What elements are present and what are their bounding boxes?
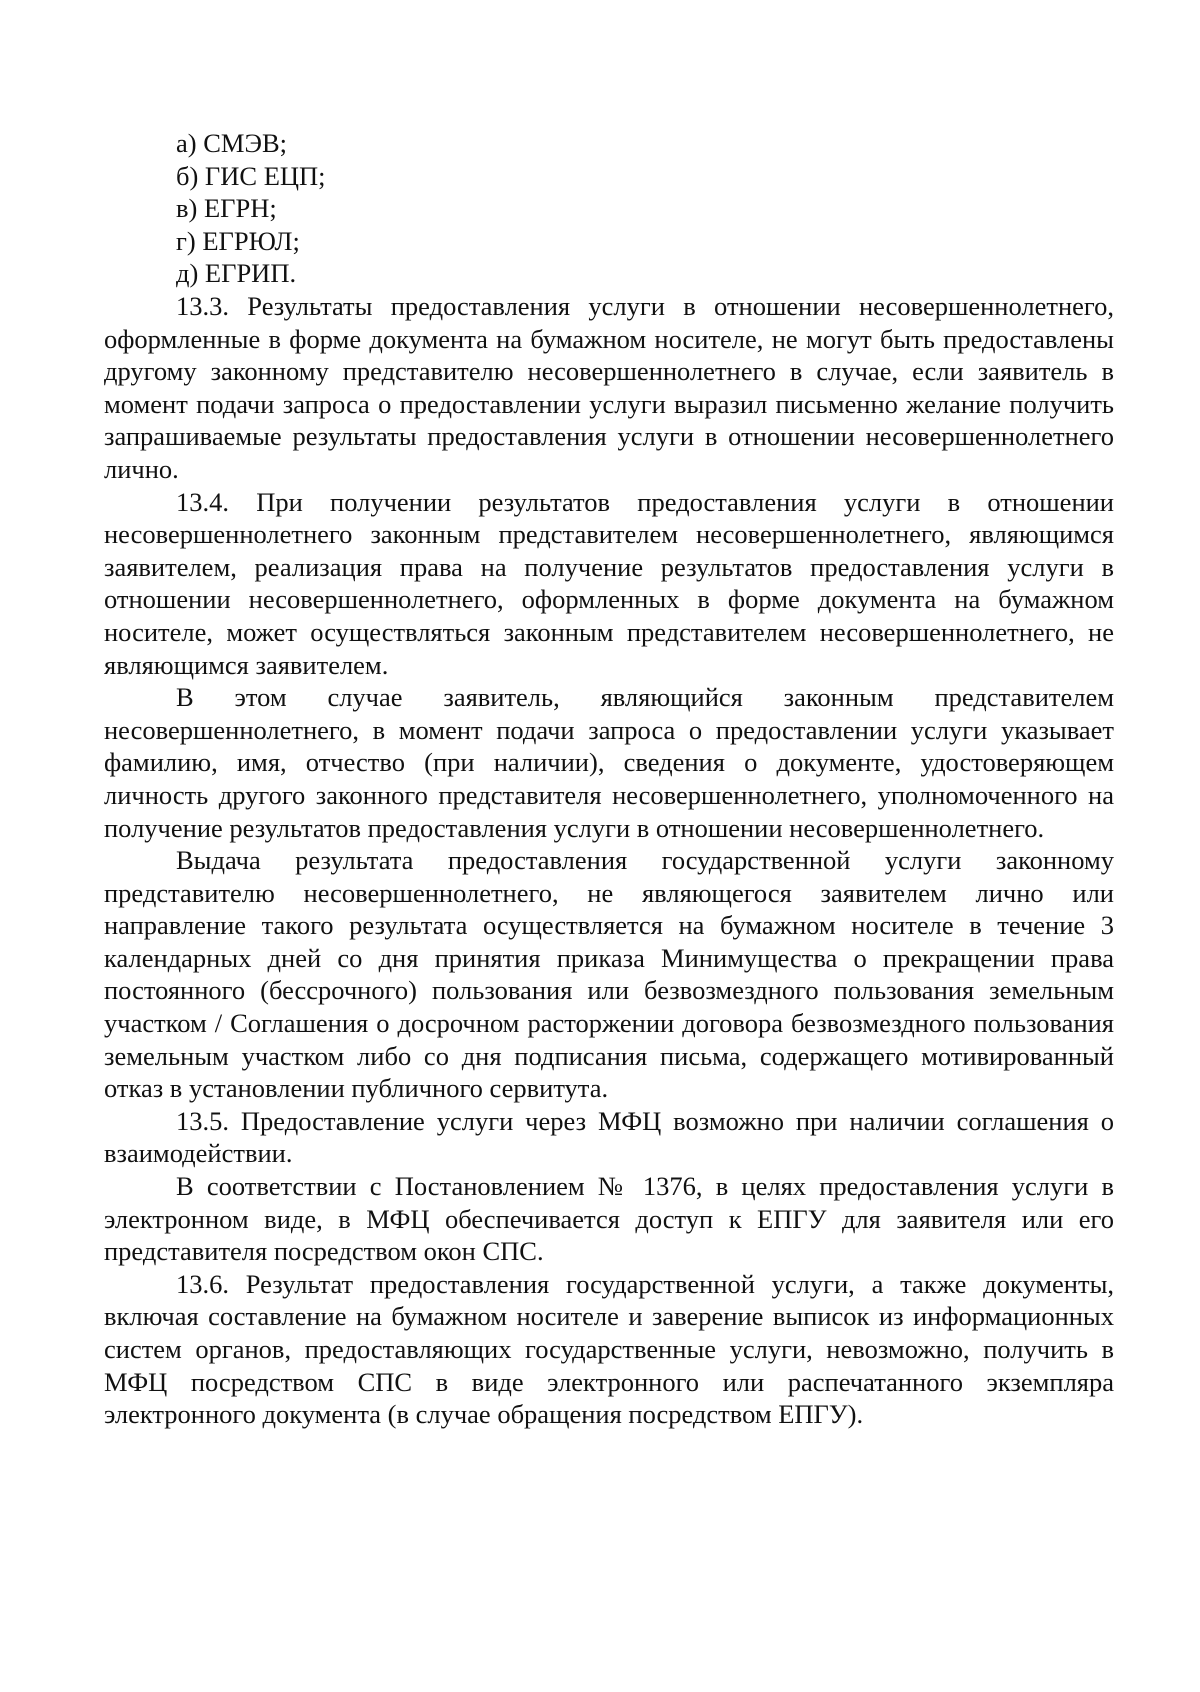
paragraph-13-3: 13.3. Результаты предоставления услуги в отношении несовершеннолетнего, оформленные в форме документа на бумажном носителе, не могут быть предоставлены другому законному представителю несовершеннолетнего в случае, если заявитель в момент подачи запроса о предоставлении услуги выразил письменно желание получить запрашиваемые результаты предоставления услуги в отношении несовершеннолетнего лично. (104, 291, 1114, 484)
paragraph-applicant-case: В этом случае заявитель, являющийся законным представителем несовершеннолетнего, в момент подачи запроса о предоставлении услуги указывает фамилию, имя, отчество (при наличии), сведения о документе, удостоверяющем личность другого законного представителя несовершеннолетнего, уполномоченного на получение результатов предоставления услуги в отношении несовершеннолетнего. (104, 682, 1114, 843)
source-systems-list (176, 127, 1076, 290)
paragraph-13-5: 13.5. Предоставление услуги через МФЦ возможно при наличии соглашения о взаимодействии. (104, 1105, 1114, 1169)
paragraph-13-6: 13.6. Результат предоставления государственной услуги, а также документы, включая составление на бумажном носителе и заверение выписок из информационных систем органов, предоставляющих государственные услуги, невозможно, получить в МФЦ посредством СПС в виде электронного или распечатанного экземпляра электронного документа (в случае обращения посредством ЕПГУ). (104, 1268, 1114, 1430)
paragraph-resolution-1376: В соответствии с Постановлением № 1376, в целях предоставления услуги в электронном виде, в МФЦ обеспечивается доступ к ЕПГУ для заявителя или его представителя посредством окон СПС. (104, 1171, 1114, 1267)
list-item-smev: а) СМЭВ; (176, 128, 287, 158)
paragraph-result-issuance: Выдача результата предоставления государственной услуги законному представителю несовершеннолетнего, не являющегося заявителем лично или направление такого результата осуществляется на бумажном носителе в течение 3 календарных дней со дня принятия приказа Минимущества о прекращении права постоянного (бессрочного) пользования или безвозмездного пользования земельным участком / Соглашения о досрочном расторжении договора безвозмездного пользования земельным участком либо со дня подписания письма, содержащего мотивированный отказ в установлении публичного сервитута. (104, 845, 1114, 1104)
paragraph-13-4: 13.4. При получении результатов предоставления услуги в отношении несовершеннолетнего законным представителем несовершеннолетнего, являющимся заявителем, реализация права на получение результатов предоставления услуги в отношении несовершеннолетнего, оформленных в форме документа на бумажном носителе, может осуществляться законным представителем несовершеннолетнего, не являющимся заявителем. (104, 486, 1114, 680)
list-item-egrn: в) ЕГРН; (176, 193, 277, 224)
list-item-gis-ecp: б) ГИС ЕЦП; (176, 160, 326, 191)
document-body (104, 290, 1114, 1431)
list-item-egrul: г) ЕГРЮЛ; (176, 225, 300, 256)
list-item-egrip: д) ЕГРИП. (176, 258, 297, 289)
